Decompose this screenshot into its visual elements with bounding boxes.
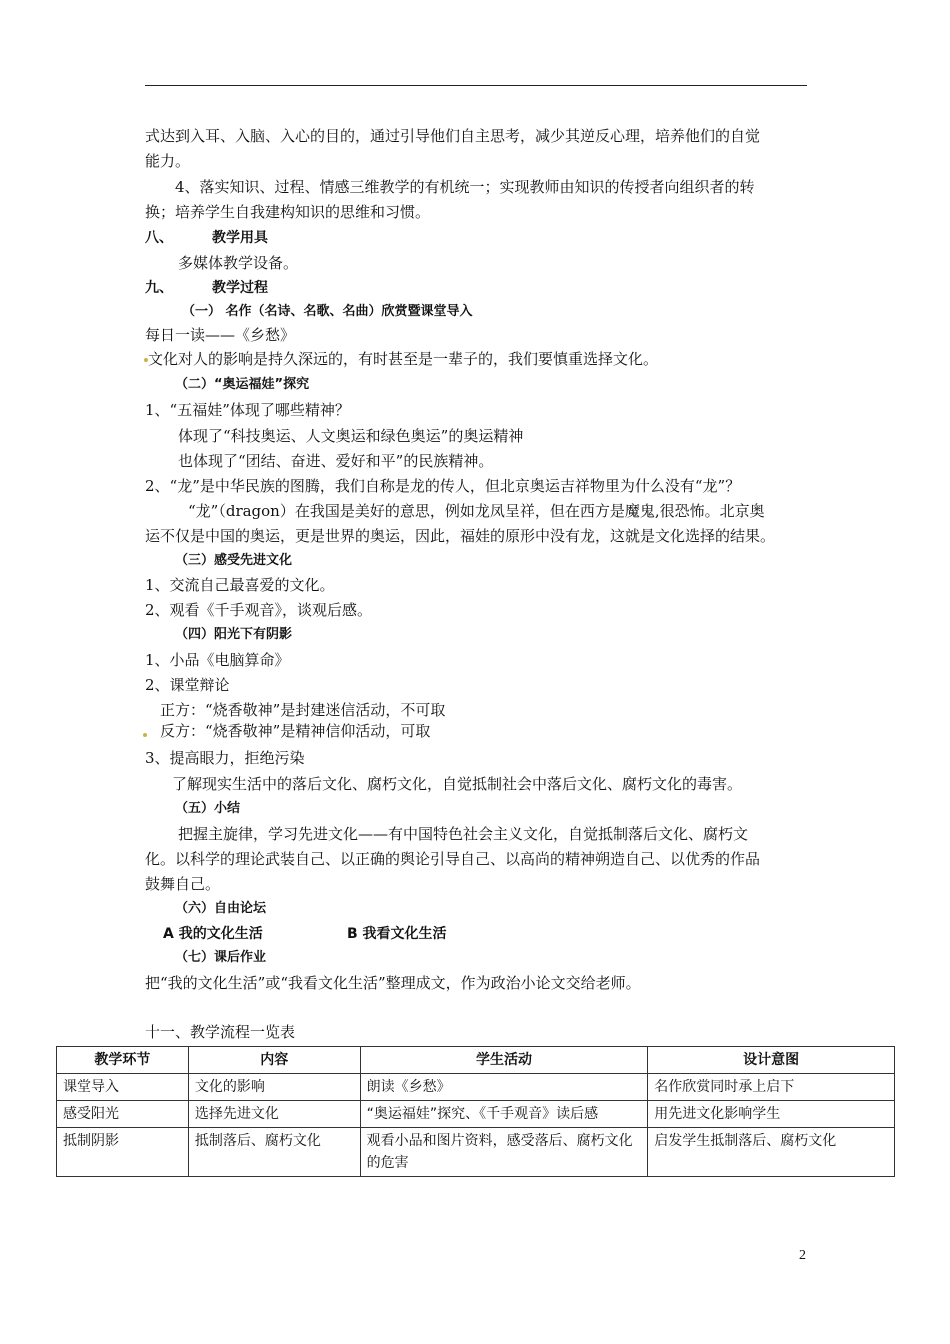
header-rule — [145, 85, 807, 86]
part-3-heading: （三）感受先进文化 — [175, 553, 293, 568]
part-1-heading: （一） 名作（名诗、名歌、名曲）欣赏暨课堂导入 — [182, 304, 473, 319]
section-8-title: 教学用具 — [212, 230, 268, 246]
ink-mark — [144, 358, 148, 362]
table-row — [57, 1101, 895, 1128]
text-line: 1、“五福娃”体现了哪些精神？ — [145, 401, 350, 419]
text-line: 2、观看《千手观音》，谈观后感。 — [145, 601, 373, 619]
text-line: 把“我的文化生活”或“我看文化生活”整理成文，作为政治小论文交给老师。 — [145, 974, 641, 992]
table-header-cell: 教学环节 — [57, 1047, 189, 1074]
text-line: 1、交流自己最喜爱的文化。 — [145, 576, 335, 594]
part-2-heading: （二）“奥运福娃”探究 — [175, 377, 310, 392]
table-cell: 启发学生抵制落后、腐朽文化 — [648, 1128, 895, 1177]
table-cell: 选择先进文化 — [188, 1101, 360, 1128]
section-9-number: 九、 — [145, 280, 173, 296]
table-header-cell: 内容 — [188, 1047, 360, 1074]
text-line: 把握主旋律，学习先进文化——有中国特色社会主义文化，自觉抵制落后文化、腐朽文 — [178, 825, 749, 843]
text-line: 多媒体教学设备。 — [178, 254, 299, 272]
table-cell: 朗读《乡愁》 — [360, 1074, 648, 1101]
text-line: 3、提高眼力，拒绝污染 — [145, 749, 305, 767]
text-line: 也体现了“团结、奋进、爱好和平”的民族精神。 — [178, 452, 494, 470]
teaching-flow-table — [56, 1046, 895, 1177]
text-line: 2、“龙”是中华民族的图腾，我们自称是龙的传人，但北京奥运吉祥物里为什么没有“龙”？ — [145, 477, 741, 495]
text-line: 4、落实知识、过程、情感三维教学的有机统一；实现教师由知识的传授者向组织者的转 — [175, 178, 755, 196]
table-cell: “奥运福娃”探究、《千手观音》读后感 — [360, 1101, 648, 1128]
table-row — [57, 1128, 895, 1177]
text-line: 2、课堂辩论 — [145, 676, 230, 694]
text-line: 反方：“烧香敬神”是精神信仰活动，可取 — [160, 722, 431, 740]
table-header-row — [57, 1047, 895, 1074]
part-4-heading: （四）阳光下有阴影 — [175, 627, 293, 642]
table-header-cell: 设计意图 — [648, 1047, 895, 1074]
table-cell: 文化的影响 — [188, 1074, 360, 1101]
ink-mark — [143, 733, 147, 737]
part-5-heading: （五）小结 — [175, 801, 241, 816]
text-line: 每日一读——《乡愁》 — [145, 326, 296, 344]
part-6-heading: （六）自由论坛 — [175, 901, 267, 916]
text-line: 运不仅是中国的奥运，更是世界的奥运，因此，福娃的原形中没有龙，这就是文化选择的结果。 — [145, 527, 776, 545]
page-number: 2 — [799, 1248, 806, 1263]
forum-topic-a: A 我的文化生活 — [163, 926, 263, 942]
text-line: 了解现实生活中的落后文化、腐朽文化，自觉抵制社会中落后文化、腐朽文化的毒害。 — [172, 775, 743, 793]
forum-topic-b: B 我看文化生活 — [347, 926, 447, 942]
text-line: 文化对人的影响是持久深远的，有时甚至是一辈子的，我们要慎重选择文化。 — [148, 350, 659, 368]
table-cell: 用先进文化影响学生 — [648, 1101, 895, 1128]
table-cell: 课堂导入 — [57, 1074, 189, 1101]
table-cell: 观看小品和图片资料，感受落后、腐朽文化的危害 — [360, 1128, 648, 1177]
section-8-number: 八、 — [145, 230, 173, 246]
table-cell: 名作欣赏同时承上启下 — [648, 1074, 895, 1101]
text-line: “龙”（dragon）在我国是美好的意思，例如龙凤呈祥，但在西方是魔鬼,很恐怖。北京奥 — [188, 502, 765, 520]
text-line: 式达到入耳、入脑、入心的目的，通过引导他们自主思考，减少其逆反心理，培养他们的自觉 — [145, 127, 761, 145]
text-line: 1、小品《电脑算命》 — [145, 651, 290, 669]
text-line: 正方：“烧香敬神”是封建迷信活动，不可取 — [160, 701, 446, 719]
section-9-title: 教学过程 — [212, 280, 268, 296]
text-line: 体现了“科技奥运、人文奥运和绿色奥运”的奥运精神 — [178, 427, 524, 445]
part-7-heading: （七）课后作业 — [175, 950, 267, 965]
text-line: 化。以科学的理论武装自己、以正确的舆论引导自己、以高尚的精神朔造自己、以优秀的作品 — [145, 850, 761, 868]
table-cell: 抵制阴影 — [57, 1128, 189, 1177]
text-line: 换；培养学生自我建构知识的思维和习惯。 — [145, 203, 431, 221]
table-header-cell: 学生活动 — [360, 1047, 648, 1074]
table-row — [57, 1074, 895, 1101]
table-cell: 抵制落后、腐朽文化 — [188, 1128, 360, 1177]
section-11-title: 十一、教学流程一览表 — [145, 1023, 296, 1041]
text-line: 能力。 — [145, 152, 191, 170]
table-cell: 感受阳光 — [57, 1101, 189, 1128]
text-line: 鼓舞自己。 — [145, 875, 221, 893]
